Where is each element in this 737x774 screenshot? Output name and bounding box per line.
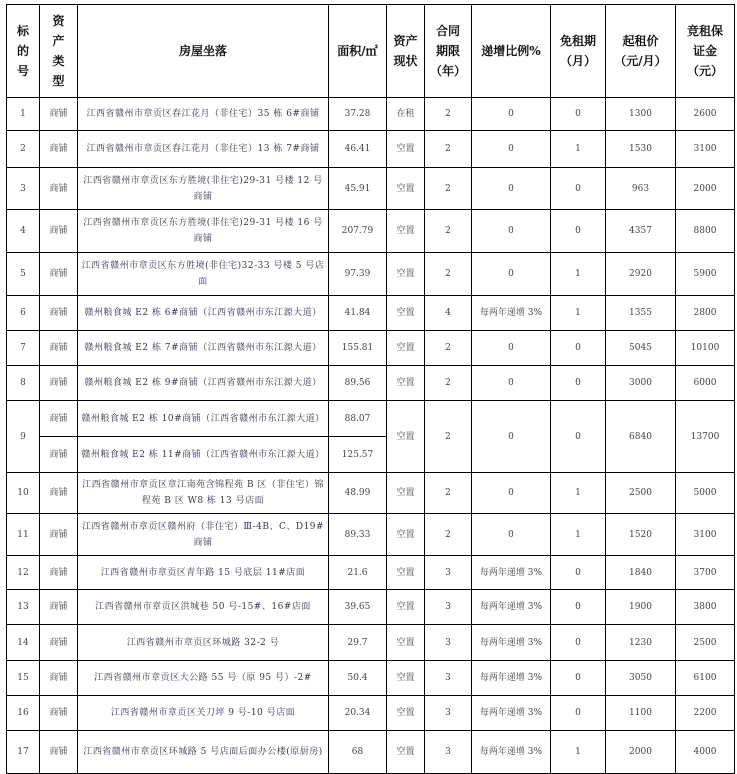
cell-status: 空置 [387, 131, 425, 168]
cell-area: 97.39 [329, 253, 387, 296]
cell-number: 17 [7, 731, 40, 774]
table-row [7, 473, 735, 514]
cell-asset-type: 商铺 [40, 625, 78, 661]
cell-rent-free: 1 [551, 253, 606, 296]
cell-status: 空置 [387, 210, 425, 253]
cell-start-price: 6840 [606, 401, 676, 473]
cell-term: 3 [425, 731, 472, 774]
cell-area: 21.6 [329, 556, 387, 590]
cell-address: 江西省赣州市章贡区赣州府（非住宅）Ⅲ-4B、C、D19#商铺 [78, 514, 329, 556]
cell-area: 37.28 [329, 98, 387, 131]
cell-start-price: 1300 [606, 98, 676, 131]
header-text: 标 [16, 24, 29, 38]
header-text: 竞租保 [686, 24, 723, 38]
cell-number: 8 [7, 366, 40, 401]
header-text: 起租价 [622, 34, 659, 48]
cell-deposit: 13700 [676, 401, 735, 473]
table-row [7, 98, 735, 131]
cell-start-price: 2500 [606, 473, 676, 514]
header-text: 的 [16, 44, 29, 58]
cell-rent-free: 0 [551, 661, 606, 696]
cell-number: 10 [7, 473, 40, 514]
cell-start-price: 1840 [606, 556, 676, 590]
cell-area: 29.7 [329, 625, 387, 661]
cell-increase-rate: 每两年递增 3% [472, 556, 551, 590]
header-text: 期限 [435, 44, 460, 58]
header-text: 递增比例% [481, 44, 541, 58]
header-text: 现状 [393, 54, 418, 68]
cell-rent-free: 0 [551, 168, 606, 210]
cell-term: 2 [425, 168, 472, 210]
cell-asset-type: 商铺 [40, 696, 78, 731]
cell-number: 2 [7, 131, 40, 168]
cell-address: 赣州粮食城 E2 栋 10#商铺（江西省赣州市东江源大道） [78, 401, 329, 437]
cell-increase-rate: 0 [472, 473, 551, 514]
cell-address: 江西省赣州市章贡区东方胜境(非住宅)29-31 号楼 16 号商铺 [78, 210, 329, 253]
cell-status: 空置 [387, 661, 425, 696]
cell-asset-type: 商铺 [40, 331, 78, 366]
cell-area: 39.65 [329, 590, 387, 625]
cell-rent-free: 0 [551, 696, 606, 731]
cell-rent-free: 1 [551, 296, 606, 331]
cell-area: 89.33 [329, 514, 387, 556]
cell-asset-type: 商铺 [40, 98, 78, 131]
cell-asset-type: 商铺 [40, 514, 78, 556]
property-lease-table [6, 4, 735, 774]
cell-start-price: 5045 [606, 331, 676, 366]
cell-rent-free: 0 [551, 401, 606, 473]
cell-area: 50.4 [329, 661, 387, 696]
header-addr [78, 5, 329, 98]
cell-deposit: 2800 [676, 296, 735, 331]
table-row [7, 168, 735, 210]
cell-rent-free: 0 [551, 98, 606, 131]
cell-start-price: 1530 [606, 131, 676, 168]
cell-deposit: 8800 [676, 210, 735, 253]
cell-increase-rate: 每两年递增 3% [472, 590, 551, 625]
cell-area: 48.99 [329, 473, 387, 514]
cell-status: 在租 [387, 98, 425, 131]
cell-deposit: 2600 [676, 98, 735, 131]
cell-asset-type: 商铺 [40, 366, 78, 401]
table-row [7, 131, 735, 168]
cell-increase-rate: 0 [472, 168, 551, 210]
header-free [551, 5, 606, 98]
header-text: （年） [429, 64, 466, 78]
cell-area: 207.79 [329, 210, 387, 253]
header-text: 资产 [393, 34, 418, 48]
cell-status: 空置 [387, 473, 425, 514]
cell-increase-rate: 0 [472, 210, 551, 253]
cell-number: 16 [7, 696, 40, 731]
table-row [7, 514, 735, 556]
cell-status: 空置 [387, 514, 425, 556]
cell-rent-free: 0 [551, 366, 606, 401]
cell-increase-rate: 每两年递增 3% [472, 296, 551, 331]
cell-number: 15 [7, 661, 40, 696]
header-text: 证金 [692, 44, 717, 58]
cell-start-price: 1355 [606, 296, 676, 331]
cell-number: 5 [7, 253, 40, 296]
cell-asset-type: 商铺 [40, 168, 78, 210]
cell-status: 空置 [387, 590, 425, 625]
cell-asset-type: 商铺 [40, 661, 78, 696]
cell-asset-type: 商铺 [40, 590, 78, 625]
cell-address: 江西省赣州市章贡区环城路 5 号店面后面办公楼(原厨房) [78, 731, 329, 774]
cell-term: 2 [425, 473, 472, 514]
table-row [7, 401, 735, 437]
cell-area: 155.81 [329, 331, 387, 366]
cell-status: 空置 [387, 331, 425, 366]
cell-deposit: 3100 [676, 514, 735, 556]
cell-start-price: 2000 [606, 731, 676, 774]
cell-term: 2 [425, 514, 472, 556]
cell-address: 江西省赣州市章贡区大公路 55 号（原 95 号）-2# [78, 661, 329, 696]
cell-number: 4 [7, 210, 40, 253]
cell-start-price: 963 [606, 168, 676, 210]
cell-deposit: 6000 [676, 366, 735, 401]
cell-asset-type: 商铺 [40, 473, 78, 514]
header-text: （月） [559, 54, 596, 68]
cell-number: 12 [7, 556, 40, 590]
cell-increase-rate: 0 [472, 253, 551, 296]
cell-increase-rate: 0 [472, 514, 551, 556]
cell-rent-free: 0 [551, 556, 606, 590]
table-row [7, 731, 735, 774]
cell-number: 1 [7, 98, 40, 131]
table-row [7, 210, 735, 253]
cell-deposit: 2200 [676, 696, 735, 731]
cell-increase-rate: 0 [472, 366, 551, 401]
header-no [7, 5, 40, 98]
cell-term: 3 [425, 696, 472, 731]
cell-term: 3 [425, 590, 472, 625]
cell-area: 45.91 [329, 168, 387, 210]
cell-increase-rate: 0 [472, 131, 551, 168]
cell-term: 2 [425, 131, 472, 168]
header-text: 产 [52, 34, 65, 48]
header-text: 类 [52, 54, 65, 68]
cell-address: 江西省赣州市章贡区洪城巷 50 号-15#、16#店面 [78, 590, 329, 625]
cell-rent-free: 0 [551, 210, 606, 253]
cell-rent-free: 1 [551, 514, 606, 556]
cell-increase-rate: 每两年递增 3% [472, 625, 551, 661]
cell-address: 江西省赣州市章贡区章江南苑含锦程苑 B 区（非住宅）锦程苑 B 区 W8 栋 13 号店面 [78, 473, 329, 514]
cell-address: 赣州粮食城 E2 栋 7#商铺（江西省赣州市东江源大道） [78, 331, 329, 366]
cell-rent-free: 0 [551, 625, 606, 661]
cell-asset-type: 商铺 [40, 556, 78, 590]
header-area [329, 5, 387, 98]
cell-term: 3 [425, 556, 472, 590]
cell-increase-rate: 0 [472, 331, 551, 366]
cell-area: 20.34 [329, 696, 387, 731]
cell-rent-free: 0 [551, 331, 606, 366]
table-row [7, 661, 735, 696]
header-text: （元） [686, 64, 723, 78]
cell-address: 江西省赣州市章贡区环城路 32-2 号 [78, 625, 329, 661]
cell-deposit: 2000 [676, 168, 735, 210]
cell-start-price: 1230 [606, 625, 676, 661]
cell-term: 2 [425, 366, 472, 401]
cell-increase-rate: 每两年递增 3% [472, 731, 551, 774]
header-rate [472, 5, 551, 98]
cell-deposit: 3100 [676, 131, 735, 168]
cell-number: 11 [7, 514, 40, 556]
header-term [425, 5, 472, 98]
cell-number: 3 [7, 168, 40, 210]
cell-asset-type: 商铺 [40, 131, 78, 168]
cell-address: 赣州粮食城 E2 栋 6#商铺（江西省赣州市东江源大道） [78, 296, 329, 331]
header-text: 型 [52, 74, 65, 88]
cell-address: 江西省赣州市章贡区青年路 15 号底层 11#店面 [78, 556, 329, 590]
cell-start-price: 4357 [606, 210, 676, 253]
cell-status: 空置 [387, 696, 425, 731]
cell-deposit: 3800 [676, 590, 735, 625]
cell-status: 空置 [387, 168, 425, 210]
cell-term: 3 [425, 661, 472, 696]
cell-asset-type: 商铺 [40, 437, 78, 473]
cell-area: 46.41 [329, 131, 387, 168]
cell-increase-rate: 0 [472, 98, 551, 131]
cell-address: 江西省赣州市章贡区关刀坪 9 号-10 号店面 [78, 696, 329, 731]
cell-status: 空置 [387, 253, 425, 296]
cell-deposit: 10100 [676, 331, 735, 366]
cell-rent-free: 0 [551, 590, 606, 625]
cell-area: 89.56 [329, 366, 387, 401]
cell-start-price: 2920 [606, 253, 676, 296]
header-price [606, 5, 676, 98]
cell-status: 空置 [387, 731, 425, 774]
cell-start-price: 3050 [606, 661, 676, 696]
header-type [40, 5, 78, 98]
cell-address: 江西省赣州市章贡区春江花月（非住宅）13 栋 7#商铺 [78, 131, 329, 168]
cell-status: 空置 [387, 366, 425, 401]
cell-term: 2 [425, 253, 472, 296]
cell-deposit: 6100 [676, 661, 735, 696]
cell-start-price: 1520 [606, 514, 676, 556]
cell-address: 江西省赣州市章贡区春江花月（非住宅）35 栋 6#商铺 [78, 98, 329, 131]
cell-status: 空置 [387, 401, 425, 473]
cell-deposit: 3700 [676, 556, 735, 590]
header-deposit [676, 5, 735, 98]
cell-deposit: 4000 [676, 731, 735, 774]
cell-term: 2 [425, 401, 472, 473]
cell-area: 88.07 [329, 401, 387, 437]
table-row [7, 253, 735, 296]
header-text: 面积/㎡ [337, 44, 378, 58]
cell-rent-free: 1 [551, 731, 606, 774]
cell-increase-rate: 每两年递增 3% [472, 696, 551, 731]
cell-term: 2 [425, 210, 472, 253]
cell-asset-type: 商铺 [40, 401, 78, 437]
table-row [7, 625, 735, 661]
header-row [7, 5, 735, 98]
header-text: （元/月） [614, 54, 667, 68]
cell-deposit: 5000 [676, 473, 735, 514]
cell-number: 14 [7, 625, 40, 661]
table-row [7, 331, 735, 366]
cell-address: 赣州粮食城 E2 栋 11#商铺（江西省赣州市东江源大道） [78, 437, 329, 473]
header-text: 号 [16, 64, 29, 78]
cell-asset-type: 商铺 [40, 296, 78, 331]
cell-asset-type: 商铺 [40, 253, 78, 296]
table-row [7, 696, 735, 731]
header-status [387, 5, 425, 98]
cell-address: 赣州粮食城 E2 栋 9#商铺（江西省赣州市东江源大道） [78, 366, 329, 401]
cell-number: 6 [7, 296, 40, 331]
header-text: 资 [52, 14, 65, 28]
cell-increase-rate: 每两年递增 3% [472, 661, 551, 696]
cell-start-price: 1900 [606, 590, 676, 625]
cell-number: 7 [7, 331, 40, 366]
header-text: 房屋坐落 [178, 44, 227, 58]
cell-term: 4 [425, 296, 472, 331]
cell-area: 68 [329, 731, 387, 774]
cell-address: 江西省赣州市章贡区东方胜境(非住宅)29-31 号楼 12 号商铺 [78, 168, 329, 210]
cell-deposit: 2500 [676, 625, 735, 661]
cell-rent-free: 1 [551, 131, 606, 168]
cell-start-price: 1100 [606, 696, 676, 731]
cell-rent-free: 1 [551, 473, 606, 514]
cell-status: 空置 [387, 625, 425, 661]
cell-status: 空置 [387, 556, 425, 590]
header-text: 合同 [435, 24, 460, 38]
cell-number: 9 [7, 401, 40, 473]
table-row [7, 556, 735, 590]
table-row [7, 590, 735, 625]
cell-asset-type: 商铺 [40, 210, 78, 253]
cell-increase-rate: 0 [472, 401, 551, 473]
header-text: 免租期 [559, 34, 596, 48]
cell-number: 13 [7, 590, 40, 625]
table-row [7, 296, 735, 331]
cell-status: 空置 [387, 296, 425, 331]
cell-term: 2 [425, 331, 472, 366]
cell-area: 41.84 [329, 296, 387, 331]
table-row [7, 366, 735, 401]
cell-start-price: 3000 [606, 366, 676, 401]
cell-deposit: 5900 [676, 253, 735, 296]
cell-asset-type: 商铺 [40, 731, 78, 774]
cell-address: 江西省赣州市章贡区东方胜境(非住宅)32-33 号楼 5 号店面 [78, 253, 329, 296]
cell-term: 3 [425, 625, 472, 661]
cell-area: 125.57 [329, 437, 387, 473]
cell-term: 2 [425, 98, 472, 131]
